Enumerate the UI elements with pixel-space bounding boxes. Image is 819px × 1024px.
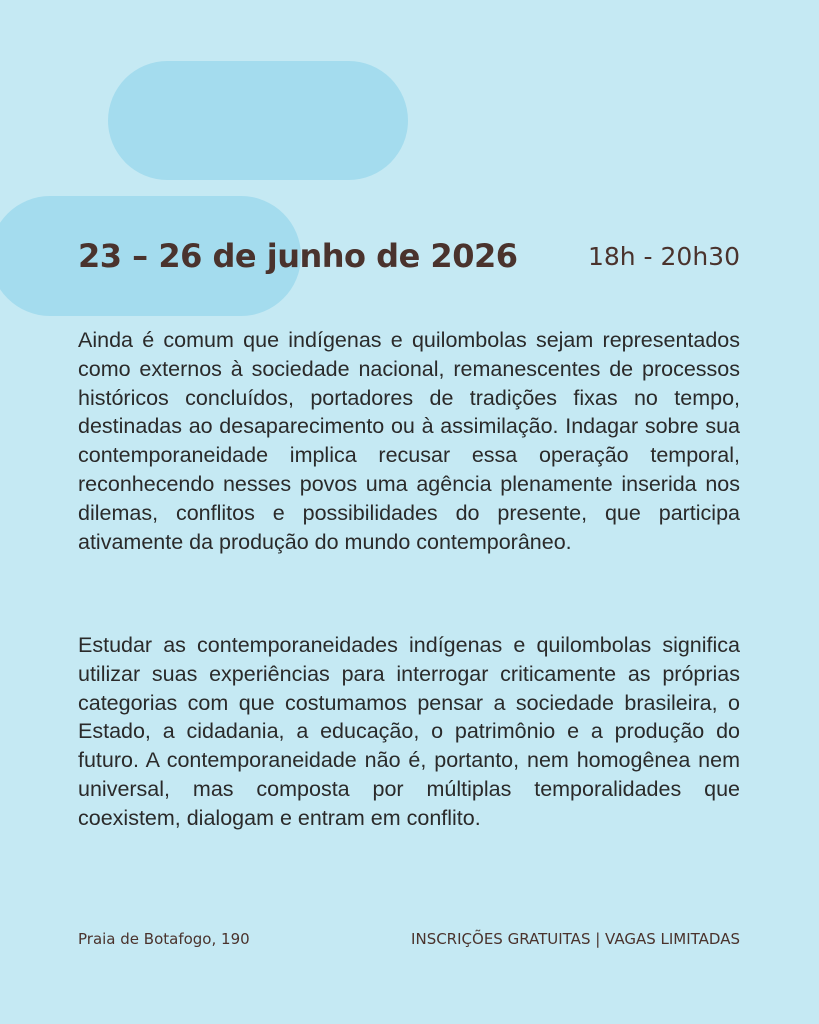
- footer: [78, 930, 740, 948]
- decorative-pill-top: [108, 61, 408, 180]
- event-schedule: [78, 232, 740, 280]
- event-address: Praia de Botafogo, 190: [78, 930, 250, 948]
- event-time: 18h - 20h30: [587, 241, 740, 271]
- description-paragraph-2: Estudar as contemporaneidades indígenas e quilombolas significa utilizar suas experiências para interrogar criticamente as próprias categorias com que costumamos pensar a sociedade brasileira, o Estado, a cidadania, a educação, o patrimônio e a produção do futuro. A contemporaneidade não é, portanto, nem homogênea nem universal, mas composta por múltiplas temporalidades que coexistem, dialogam e entram em conflito.: [78, 633, 740, 830]
- registration-info: INSCRIÇÕES GRATUITAS | VAGAS LIMITADAS: [411, 930, 740, 948]
- event-date: 23 – 26 de junho de 2026: [78, 237, 518, 275]
- description-paragraph-1: Ainda é comum que indígenas e quilombolas sejam representados como externos à sociedade nacional, remanescentes de processos históricos concluídos, portadores de tradições fixas no tempo, destinadas ao desaparecimento ou à assimilação. Indagar sobre sua contemporaneidade implica recusar essa operação temporal, reconhecendo nesses povos uma agência plenamente inserida nos dilemas, conflitos e possibilidades do presente, que participa ativamente da produção do mundo contemporâneo.: [78, 328, 740, 554]
